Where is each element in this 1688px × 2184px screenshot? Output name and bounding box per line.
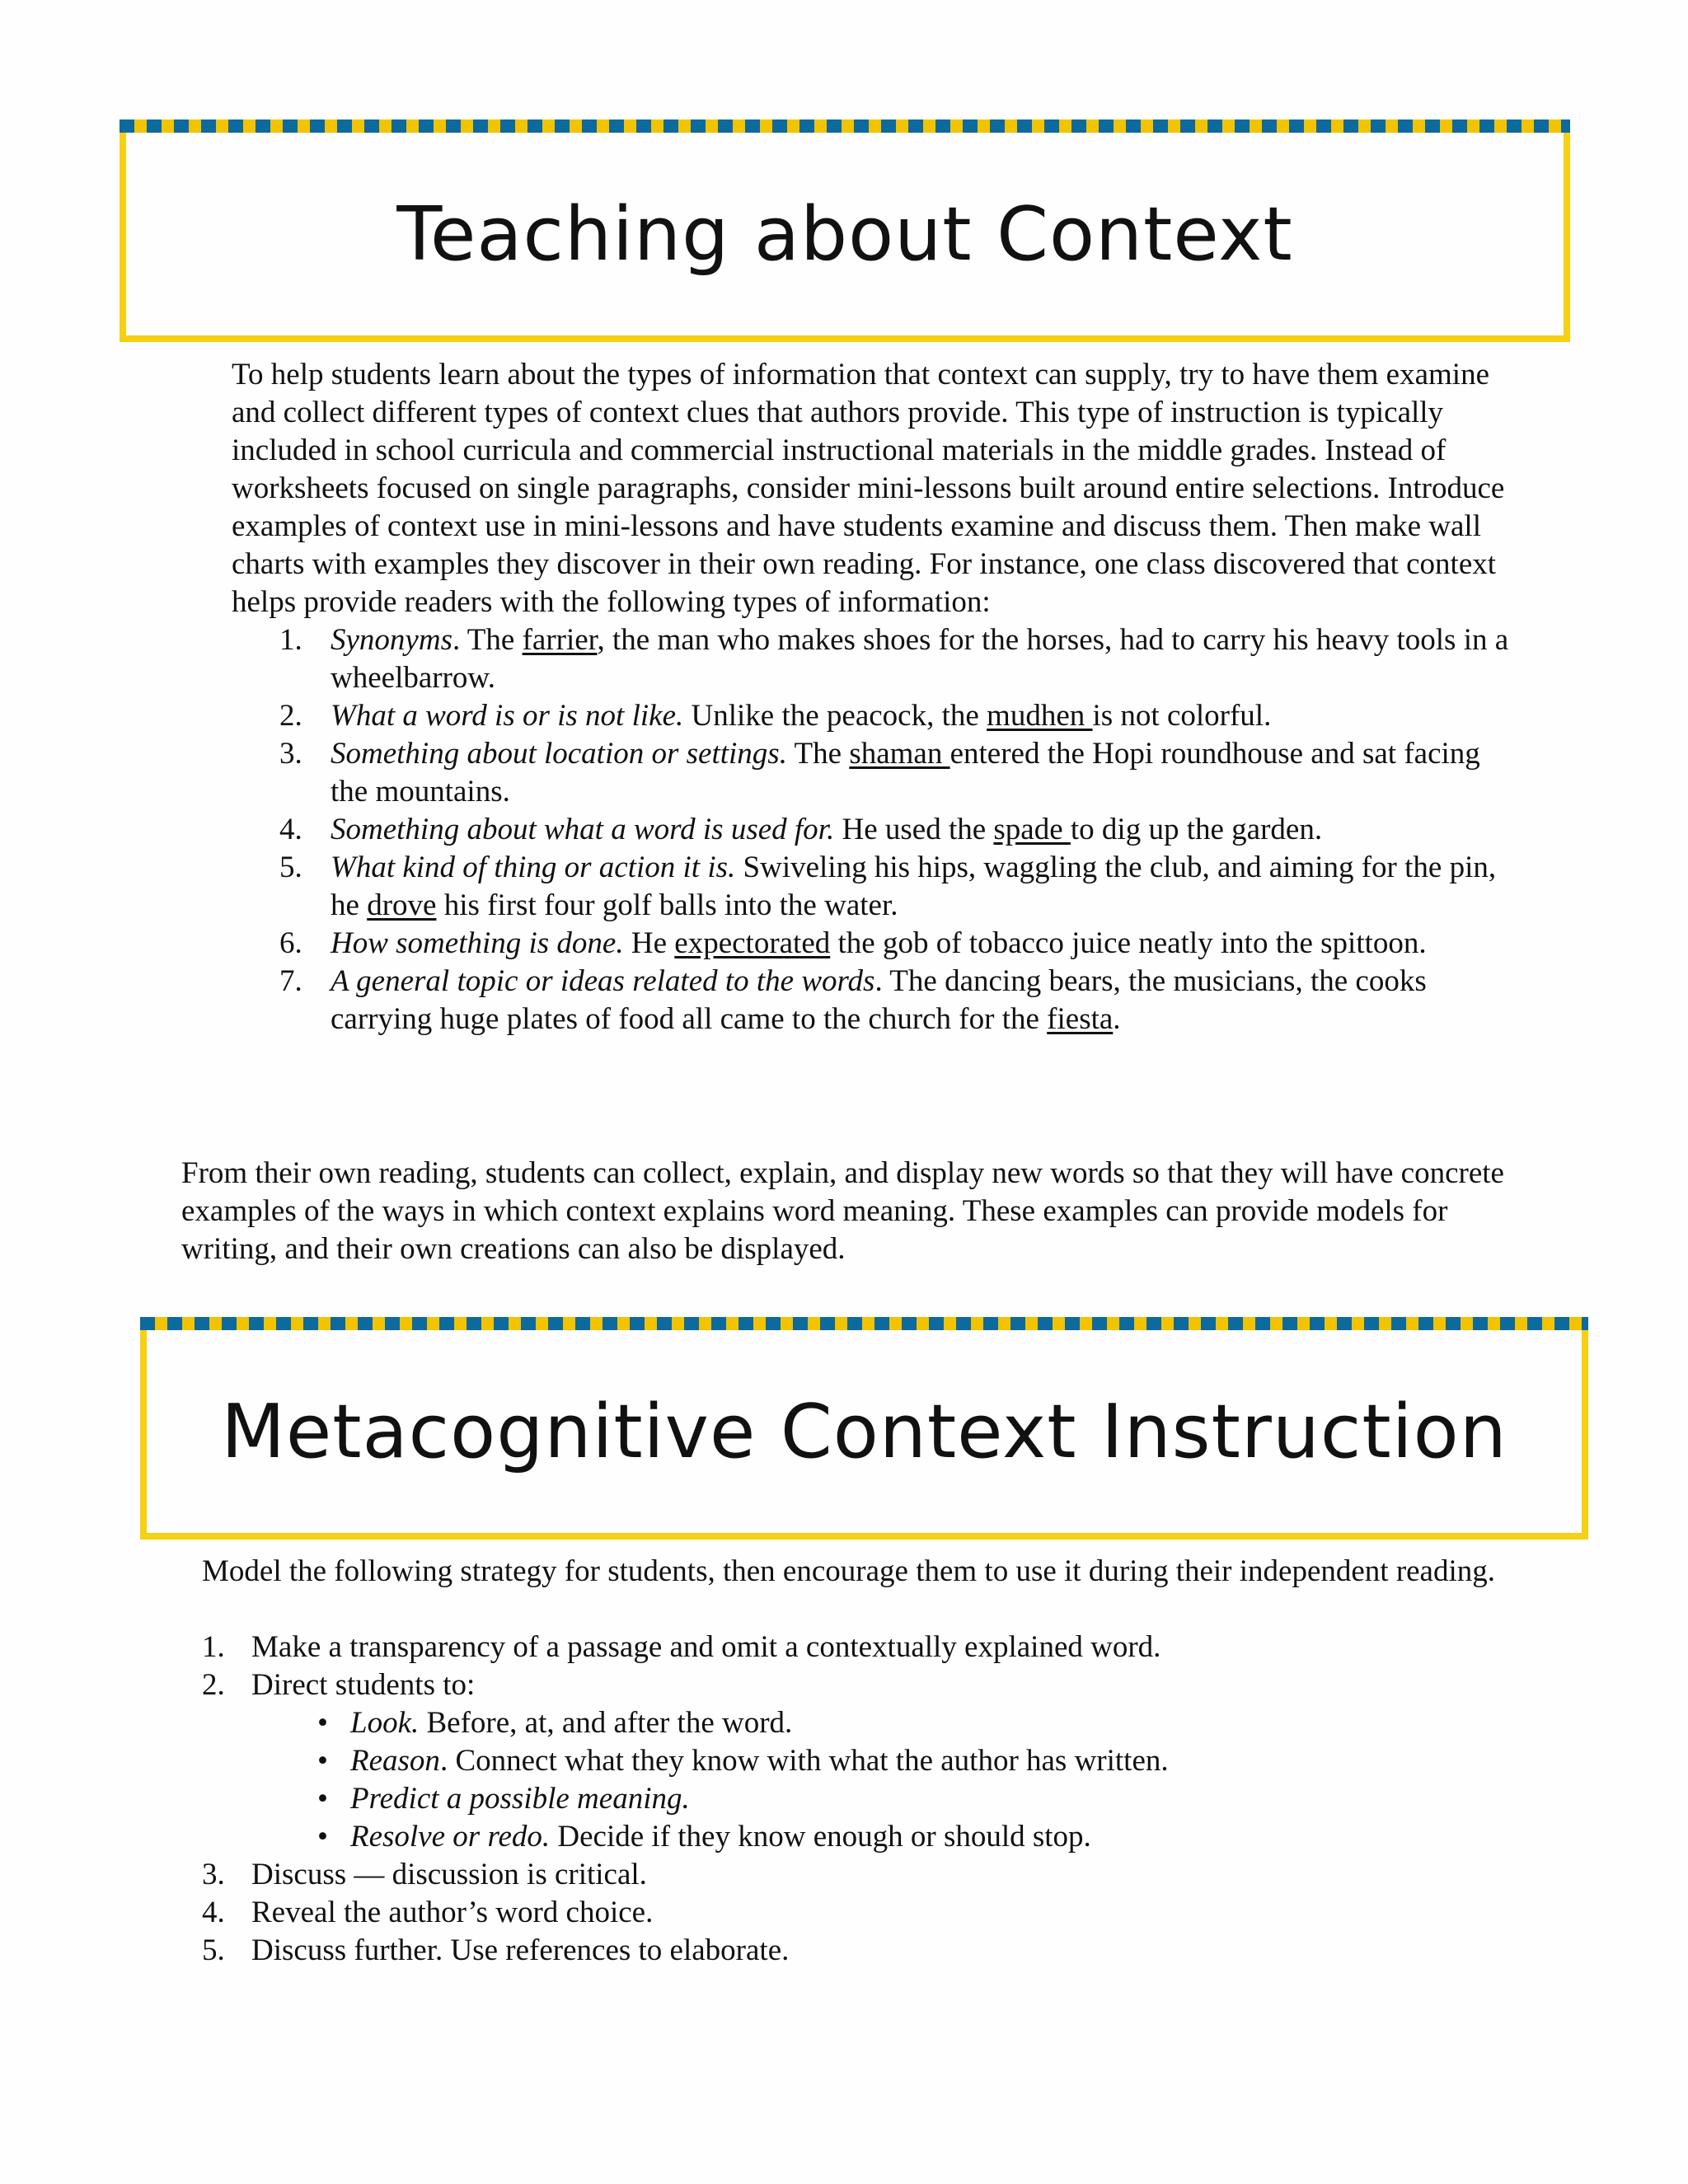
step-text: Make a transparency of a passage and omit a contextually explained word. (251, 1630, 1161, 1664)
strategy-steps (202, 1629, 1521, 1704)
list-item (232, 849, 1509, 925)
list-number: 1. (279, 623, 302, 657)
example-text: Swiveling his hips, waggling the club, and aiming for the pin, he (331, 851, 1497, 922)
banner-stripe (120, 120, 1570, 133)
list-number: 3. (202, 1858, 225, 1891)
step-text: Discuss — discussion is critical. (251, 1858, 647, 1891)
list-number: 5. (202, 1933, 225, 1967)
bullet-label: Resolve or redo. (350, 1820, 551, 1854)
list-number: 5. (279, 851, 302, 884)
example-text: Unlike the peacock, the (683, 699, 987, 733)
section1-title: Teaching about Context (396, 190, 1293, 278)
list-item (202, 1666, 1521, 1704)
example-text: to dig up the garden. (1070, 813, 1323, 846)
target-word: fiesta (1047, 1002, 1114, 1036)
banner-stripe (140, 1317, 1588, 1330)
step-text: Direct students to: (251, 1668, 476, 1702)
example-text: is not colorful. (1092, 699, 1272, 733)
example-text: . (1113, 1002, 1121, 1036)
bullet-icon: • (317, 1782, 328, 1816)
list-number: 7. (279, 964, 302, 998)
list-item (232, 697, 1509, 735)
list-number: 3. (279, 737, 302, 771)
clue-type: A general topic or ideas related to the words (331, 964, 875, 998)
target-word: mudhen (987, 699, 1093, 733)
target-word: drove (367, 888, 437, 922)
example-text: entered the Hopi roundhouse and sat facing the mountains. (331, 737, 1480, 808)
clue-type: What kind of thing or action it is. (331, 851, 736, 884)
list-item (232, 925, 1509, 963)
list-number: 1. (202, 1630, 225, 1664)
list-item (232, 963, 1509, 1038)
direct-students-bullets (202, 1704, 1521, 1856)
section2-title: Metacognitive Context Instruction (221, 1388, 1507, 1475)
list-item (202, 1894, 1521, 1932)
list-item (202, 1818, 1521, 1856)
example-text: , the man who makes shoes for the horses, had to carry his heavy tools in a wheelbarrow. (331, 623, 1509, 695)
bullet-label: Predict a possible meaning. (350, 1782, 690, 1816)
list-number: 4. (202, 1896, 225, 1929)
section2-body (202, 1553, 1521, 1970)
section2-banner (140, 1317, 1588, 1540)
example-text: He used the (834, 813, 994, 846)
list-item (232, 621, 1509, 697)
banner-box (120, 133, 1570, 342)
example-text: . The dancing bears, the musicians, the cooks carrying huge plates of food all came to the church for the (331, 964, 1427, 1036)
list-item (232, 735, 1509, 811)
example-text: The (786, 737, 850, 771)
list-item (232, 811, 1509, 849)
example-text: . The (452, 623, 523, 657)
bullet-text: . Connect what they know with what the author has written. (439, 1744, 1169, 1778)
strategy-steps-continued (202, 1856, 1521, 1970)
section1-banner (120, 120, 1570, 342)
bullet-text: Decide if they know enough or should stop. (550, 1820, 1091, 1854)
target-word: shaman (849, 737, 950, 771)
section1-closing: From their own reading, students can collect, explain, and display new words so that they will have concrete examples of the ways in which context explains word meaning. These examples can provide models for writing, and their own creations can also be displayed. (181, 1156, 1504, 1266)
list-item (202, 1856, 1521, 1894)
section1-intro: To help students learn about the types of information that context can supply, try to have them examine and collect different types of context clues that authors provide. This type of instruction is typically included in school curricula and commercial instructional materials in the middle grades. Instead of worksheets focused on single paragraphs, consider mini-lessons built around entire selections. Introduce examples of context use in mini-lessons and have students examine and discuss them. Then make wall charts with examples they discover in their own reading. For instance, one class discovered that context helps provide readers with the following types of information: (232, 358, 1505, 619)
clue-type: What a word is or is not like. (331, 699, 684, 733)
example-text: his first four golf balls into the water. (436, 888, 898, 922)
list-number: 2. (279, 699, 302, 733)
banner-box (140, 1330, 1588, 1540)
clue-type: Synonyms (331, 623, 452, 657)
example-text: He (623, 926, 675, 960)
list-item (202, 1629, 1521, 1666)
bullet-icon: • (317, 1820, 328, 1854)
step-text: Discuss further. Use references to elaborate. (251, 1933, 790, 1967)
target-word: expectorated (674, 926, 831, 960)
clue-type: Something about what a word is used for. (331, 813, 835, 846)
clue-type: How something is done. (331, 926, 624, 960)
bullet-label: Look. (350, 1706, 420, 1740)
section1-closing-block (181, 1155, 1508, 1268)
target-word: spade (993, 813, 1071, 846)
list-number: 2. (202, 1668, 225, 1702)
clue-type: Something about location or settings. (331, 737, 787, 771)
list-item (202, 1704, 1521, 1742)
step-text: Reveal the author’s word choice. (251, 1896, 654, 1929)
list-item (202, 1932, 1521, 1970)
list-number: 4. (279, 813, 302, 846)
section1-body (232, 356, 1509, 1038)
list-item (202, 1780, 1521, 1818)
context-clue-list (232, 621, 1509, 1038)
bullet-icon: • (317, 1744, 328, 1778)
bullet-text: Before, at, and after the word. (419, 1706, 793, 1740)
target-word: farrier (522, 623, 598, 657)
list-number: 6. (279, 926, 302, 960)
example-text: the gob of tobacco juice neatly into the spittoon. (830, 926, 1427, 960)
section2-intro: Model the following strategy for students, then encourage them to use it during their independent reading. (202, 1554, 1496, 1588)
list-item (202, 1742, 1521, 1780)
bullet-icon: • (317, 1706, 328, 1740)
bullet-label: Reason (350, 1744, 440, 1778)
